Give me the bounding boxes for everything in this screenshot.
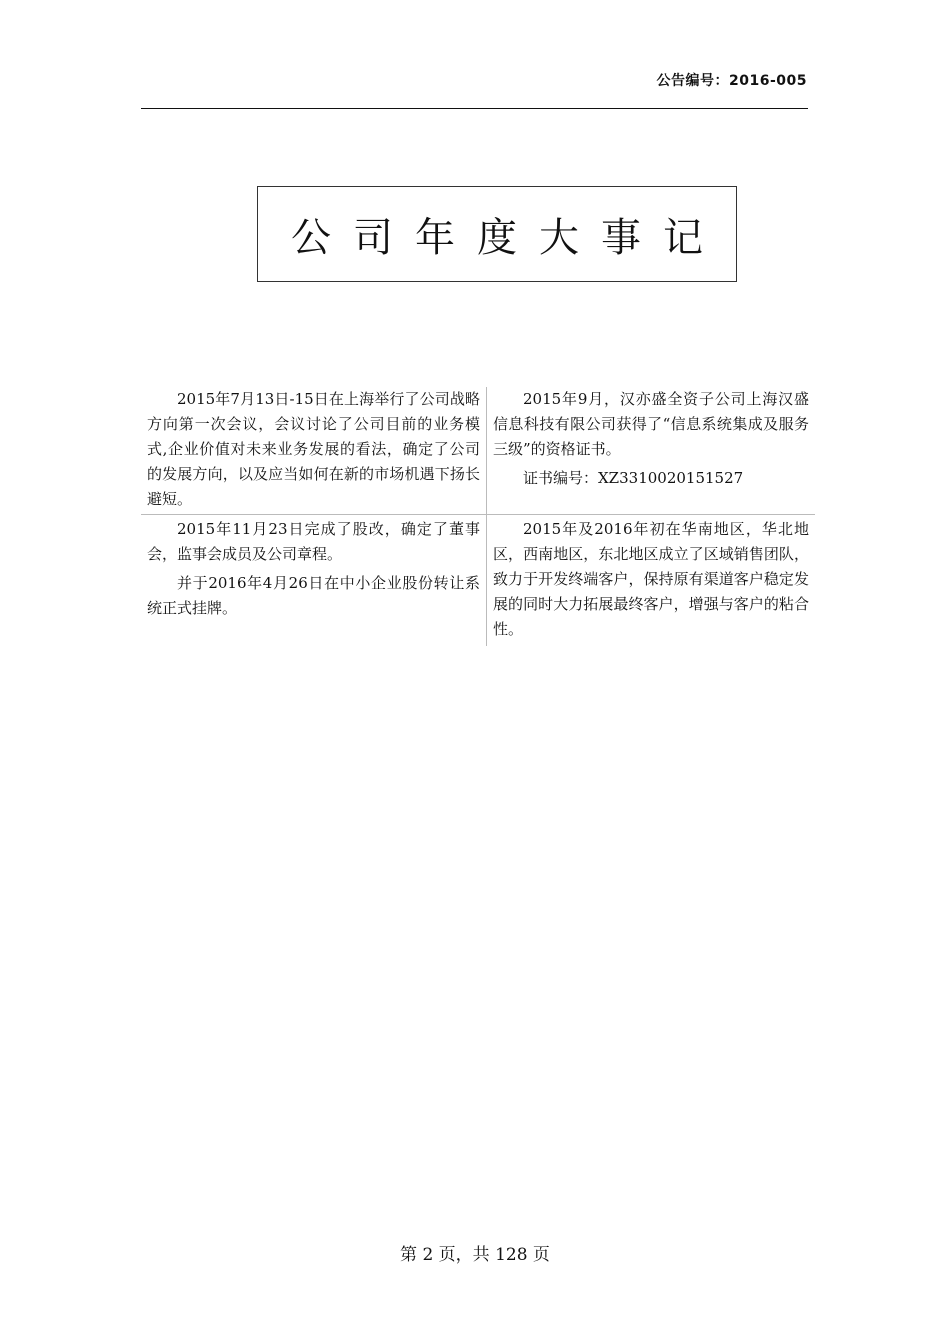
header-divider — [141, 108, 808, 109]
event-sales-teams — [487, 515, 816, 647]
page-title: 公司年度大事记 — [291, 214, 725, 261]
events-table — [141, 387, 815, 646]
event-listing — [141, 515, 487, 647]
event-paragraph: 并于2016年4月26日在中小企业股份转让系统正式挂牌。 — [147, 574, 480, 617]
title-box — [257, 186, 737, 282]
event-strategy-meeting — [141, 387, 487, 515]
page-number: 第 2 页，共 128 页 — [400, 1245, 550, 1265]
notice-number: 公告编号：2016-005 — [656, 73, 807, 89]
event-paragraph: 2015年7月13日-15日在上海举行了公司战略方向第一次会议，会议讨论了公司目前的业务模式,企业价值对未来业务发展的看法，确定了公司的发展方向，以及应当如何在新的市场机遇下扬长避短。 — [147, 390, 480, 508]
event-paragraph: 2015年9月，汉亦盛全资子公司上海汉盛信息科技有限公司获得了“信息系统集成及服务三级”的资格证书。 — [493, 390, 809, 458]
events-row-1 — [141, 387, 815, 515]
event-paragraph: 2015年及2016年初在华南地区，华北地区，西南地区，东北地区成立了区域销售团队，致力于开发终端客户，保持原有渠道客户稳定发展的同时大力拓展最终客户，增强与客户的粘合性。 — [493, 520, 809, 638]
event-certificate — [487, 387, 816, 515]
certificate-number: 证书编号：XZ3310020151527 — [523, 469, 744, 487]
event-paragraph: 2015年11月23日完成了股改，确定了董事会，监事会成员及公司章程。 — [147, 520, 480, 563]
events-row-2 — [141, 515, 815, 647]
